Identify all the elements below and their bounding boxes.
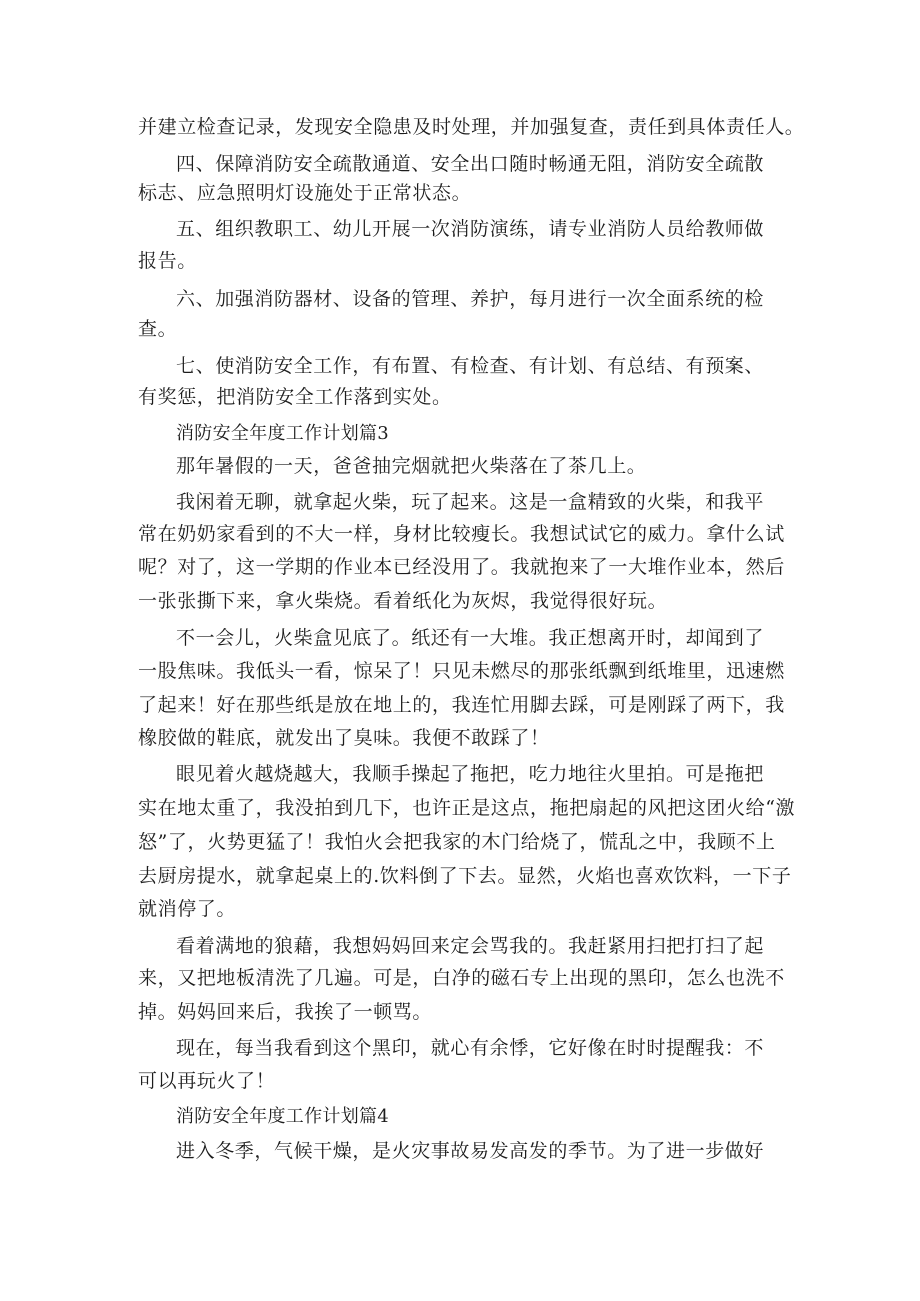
- text-line: 进入冬季，气候干燥，是火灾事故易发高发的季节。为了进一步做好: [176, 1140, 765, 1162]
- section-heading: 消防安全年度工作计划篇4: [176, 1106, 390, 1127]
- text-line: 那年暑假的一天，爸爸抽完烟就把火柴落在了茶几上。: [176, 455, 647, 477]
- text-line: 去厨房提水，就拿起桌上的.饮料倒了下去。显然，火焰也喜欢饮料，一下子: [138, 865, 792, 887]
- text-line: 有奖惩，把消防安全工作落到实处。: [138, 386, 452, 408]
- text-line: 橡胶做的鞋底，就发出了臭味。我便不敢踩了！: [138, 727, 550, 749]
- text-line: 常在奶奶家看到的不大一样，身材比较瘦长。我想试试它的威力。拿什么试: [138, 523, 785, 545]
- text-line: 可以再玩火了！: [138, 1070, 276, 1092]
- text-line: 五、组织教职工、幼儿开展一次消防演练，请专业消防人员给教师做: [176, 218, 765, 240]
- text-line: 实在地太重了，我没拍到几下，也许正是这点，拖把扇起的风把这团火给“激: [138, 797, 796, 819]
- text-line: 现在，每当我看到这个黑印，就心有余悸，它好像在时时提醒我：不: [176, 1037, 765, 1059]
- text-line: 就消停了。: [138, 898, 237, 920]
- text-line: 查。: [138, 318, 178, 340]
- text-line: 一张张撕下来，拿火柴烧。看着纸化为灰烬，我觉得很好玩。: [138, 590, 668, 612]
- text-line: 呢？对了，这一学期的作业本已经没用了。我就抱来了一大堆作业本，然后: [138, 556, 785, 578]
- text-line: 掉。妈妈回来后，我挨了一顿骂。: [138, 1001, 433, 1023]
- text-line: 标志、应急照明灯设施处于正常状态。: [138, 182, 472, 204]
- text-line: 怒”了，火势更猛了！我怕火会把我家的木门给烧了，慌乱之中，我顾不上: [138, 831, 776, 853]
- text-line: 报告。: [138, 250, 197, 272]
- text-line: 了起来！好在那些纸是放在地上的，我连忙用脚去踩，可是刚踩了两下，我: [138, 694, 785, 716]
- text-line: 一股焦味。我低头一看，惊呆了！只见未燃尽的那张纸飘到纸堆里，迅速燃: [138, 660, 785, 682]
- text-line: 我闲着无聊，就拿起火柴，玩了起来。这是一盒精致的火柴，和我平: [176, 491, 765, 513]
- text-line: 来，又把地板清洗了几遍。可是，白净的磁石专上出现的黑印，怎么也洗不: [138, 967, 785, 989]
- text-line: 看着满地的狼藉，我想妈妈回来定会骂我的。我赶紧用扫把打扫了起: [176, 935, 765, 957]
- text-line: 六、加强消防器材、设备的管理、养护，每月进行一次全面系统的检: [176, 288, 765, 310]
- text-line: 七、使消防安全工作，有布置、有检查、有计划、有总结、有预案、: [176, 355, 765, 377]
- section-heading: 消防安全年度工作计划篇3: [176, 423, 390, 444]
- text-line: 不一会儿，火柴盒见底了。纸还有一大堆。我正想离开时，却闻到了: [176, 627, 765, 649]
- text-line: 四、保障消防安全疏散通道、安全出口随时畅通无阻，消防安全疏散: [176, 153, 765, 175]
- text-line: 眼见着火越烧越大，我顺手操起了拖把，吃力地往火里拍。可是拖把: [176, 763, 765, 785]
- text-line: 并建立检查记录，发现安全隐患及时处理，并加强复查，责任到具体责任人。: [138, 116, 805, 138]
